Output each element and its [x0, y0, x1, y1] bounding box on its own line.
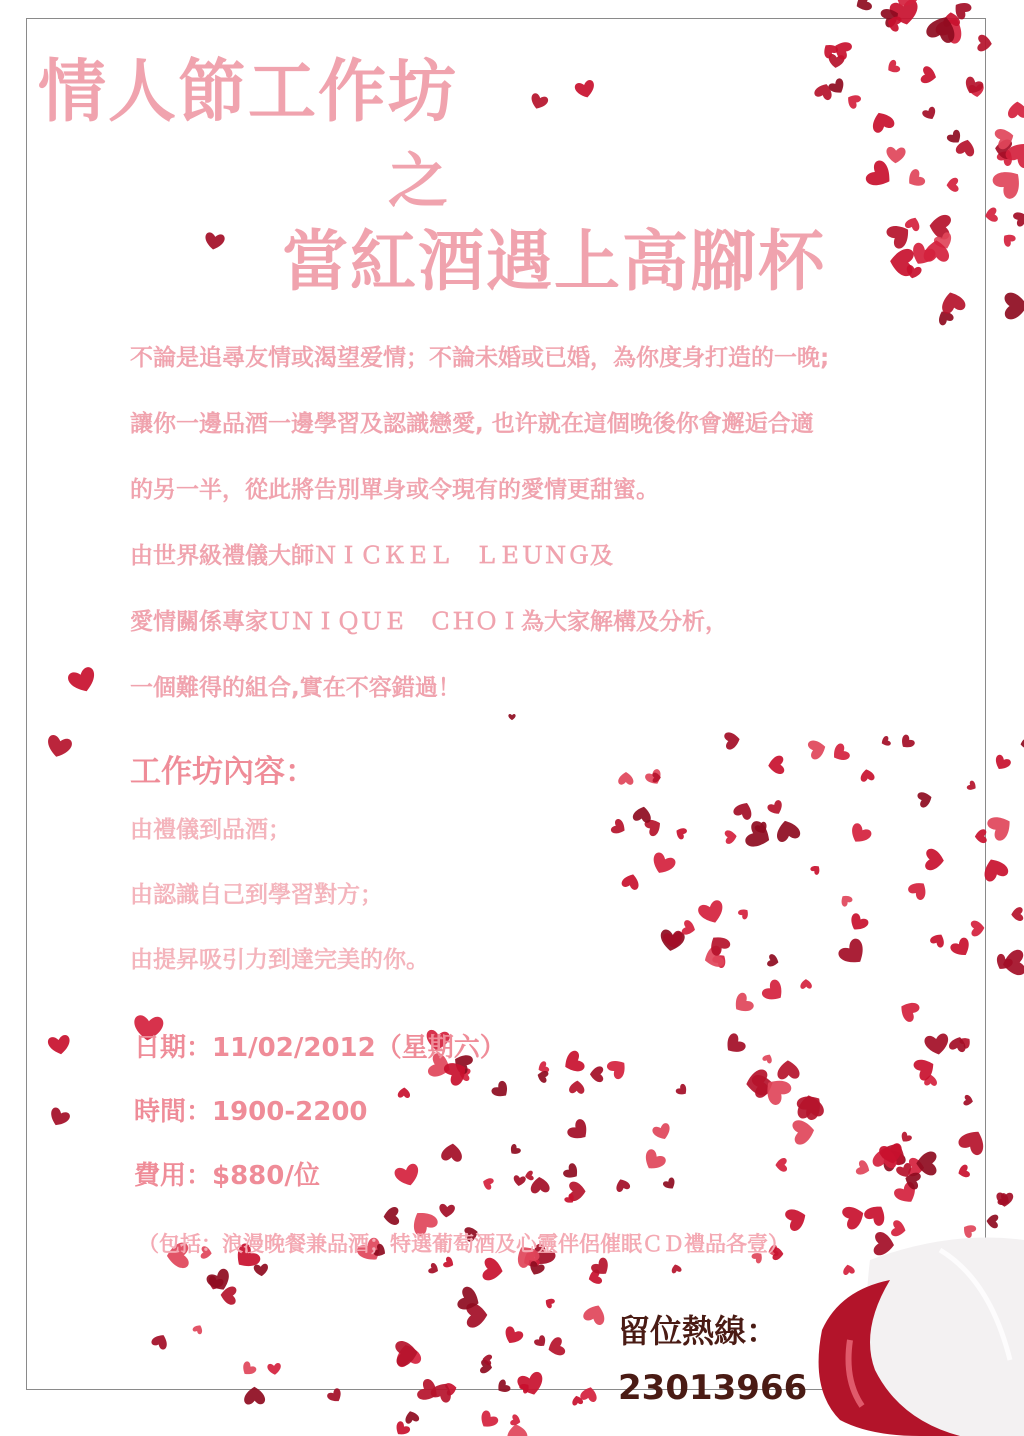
petal: [985, 811, 1015, 843]
list-item: 由認識自己到學習對方；: [130, 882, 383, 908]
intro-line: 由世界級禮儀大師ＮＩＣＫＥＬ ＬＥＵＮＧ及: [130, 543, 613, 569]
petal: [977, 34, 992, 52]
intro-line: 愛情關係專家ＵＮＩＱＵＥ ＣＨＯＩ為大家解構及分析，: [130, 609, 728, 635]
petal: [1000, 231, 1017, 248]
petal: [506, 1423, 528, 1436]
petal: [800, 979, 812, 989]
petal: [649, 851, 677, 877]
title-line-3: 當紅酒遇上高腳杯: [282, 223, 826, 300]
petal: [47, 1106, 71, 1129]
petal: [855, 1159, 872, 1177]
intro-line: 一個難得的組合,實在不容錯過！: [130, 675, 461, 701]
petal: [963, 1094, 974, 1106]
petal: [975, 829, 987, 843]
petal: [760, 978, 788, 1006]
petal: [66, 666, 99, 696]
petal: [566, 1117, 593, 1144]
petal: [920, 65, 938, 85]
petal: [766, 799, 785, 817]
petal: [203, 232, 225, 251]
event-time: 時間：1900-2200: [134, 1097, 368, 1127]
petal: [670, 1263, 682, 1274]
petal: [632, 805, 653, 823]
petal: [744, 819, 775, 852]
petal: [924, 1033, 951, 1057]
petal: [853, 0, 873, 14]
petal: [1020, 738, 1024, 749]
petal: [767, 953, 781, 968]
petal: [662, 1177, 678, 1192]
petal: [428, 1262, 441, 1276]
petal: [501, 1325, 524, 1347]
petal: [150, 1331, 170, 1350]
petal: [1012, 209, 1024, 228]
petal: [984, 207, 998, 223]
petal: [442, 1256, 455, 1270]
petal: [980, 855, 1010, 883]
petal: [775, 1158, 787, 1172]
workshop-heading: 工作坊內容：: [130, 754, 316, 790]
petal: [326, 1387, 345, 1405]
petal: [838, 892, 853, 907]
petal: [929, 931, 947, 949]
petal: [1011, 907, 1024, 922]
petal: [403, 1409, 420, 1424]
petal: [807, 737, 828, 760]
petal: [847, 822, 873, 847]
hotline-number[interactable]: 23013966: [618, 1368, 808, 1408]
petal: [898, 733, 916, 751]
petal: [675, 1083, 690, 1098]
petal: [925, 848, 945, 871]
petal: [621, 872, 642, 891]
petal: [886, 147, 906, 164]
petal: [730, 991, 755, 1017]
fee-inclusion-note: （包括：浪漫晚餐兼品酒；特選葡萄酒及心靈伴侶催眠ＣＤ禮品各壹）: [138, 1232, 789, 1256]
petal: [543, 1296, 555, 1309]
petal: [939, 289, 967, 314]
petal: [722, 1032, 748, 1058]
petal: [651, 1122, 673, 1142]
event-details: [134, 1026, 506, 1218]
petal: [605, 1055, 630, 1080]
petal: [921, 106, 938, 122]
petal: [971, 920, 985, 937]
petal: [737, 906, 751, 920]
hotline-label: 留位熱線：: [618, 1312, 779, 1350]
petal: [885, 59, 901, 76]
event-fee: 費用：$880/位: [134, 1161, 320, 1191]
petal: [516, 1371, 546, 1398]
petal: [844, 91, 862, 110]
petal: [732, 799, 755, 821]
petal: [528, 92, 549, 111]
petal: [574, 79, 597, 100]
petal: [810, 863, 823, 876]
intro-line: 的另一半，從此將告別單身或令現有的愛情更甜蜜。: [130, 477, 659, 503]
petal: [904, 168, 926, 191]
petal: [482, 1257, 505, 1282]
petal: [582, 1302, 609, 1327]
petal: [494, 1378, 511, 1395]
petal: [476, 1409, 499, 1432]
intro-line: 不論是追尋友情或渴望爱情；不論未婚或已婚，為你度身打造的一晚;: [130, 345, 830, 371]
petal: [560, 1049, 586, 1076]
petal: [524, 1170, 534, 1181]
petal: [533, 1334, 549, 1349]
petal: [880, 735, 892, 748]
petal: [47, 1034, 72, 1056]
petal: [917, 790, 934, 809]
petal: [192, 1323, 205, 1335]
petal: [896, 998, 921, 1024]
petal: [868, 109, 895, 134]
petal: [949, 936, 974, 960]
petal: [864, 158, 897, 192]
petal: [267, 1363, 282, 1376]
workshop-contents-list: [130, 808, 429, 1003]
list-item: 由禮儀到品酒；: [130, 817, 291, 843]
petal: [674, 825, 688, 840]
petal: [614, 1177, 631, 1193]
petal: [724, 731, 741, 751]
petal: [45, 734, 74, 760]
petal: [777, 1060, 800, 1080]
petal: [724, 829, 737, 844]
petal: [762, 1052, 774, 1064]
petal: [508, 1143, 522, 1157]
petal: [767, 755, 784, 775]
petal: [253, 1263, 268, 1276]
petal: [1001, 949, 1024, 977]
petal: [792, 1118, 816, 1145]
petal: [990, 164, 1024, 202]
petal: [1004, 292, 1024, 319]
petal: [956, 1164, 970, 1179]
petal: [569, 1080, 585, 1094]
petal: [820, 41, 839, 60]
petal: [590, 1066, 603, 1082]
wine-glass-image: [800, 1220, 1024, 1436]
petal: [774, 818, 802, 843]
petal: [244, 1387, 265, 1405]
petal: [966, 780, 978, 793]
petal: [610, 818, 628, 837]
list-item: 由提昇吸引力到達完美的你。: [130, 947, 429, 973]
petal: [899, 1131, 913, 1145]
petal: [859, 768, 875, 782]
petal: [618, 772, 633, 785]
petal: [513, 1175, 527, 1187]
petal: [992, 754, 1012, 773]
petal: [546, 1336, 566, 1358]
petal: [847, 912, 870, 935]
petal: [829, 742, 851, 765]
title-line-1: 情人節工作坊: [38, 53, 459, 132]
petal: [697, 899, 727, 927]
title-line-2: 之: [388, 147, 450, 217]
petal: [239, 1360, 257, 1378]
petal: [907, 878, 931, 902]
intro-line: 讓你一邊品酒一邊學習及認識戀愛, 也许就在這個晚後你會邂逅合適: [130, 411, 814, 437]
petal: [1008, 101, 1024, 118]
petal: [957, 1125, 990, 1157]
petal: [562, 1162, 582, 1182]
petal: [640, 1148, 667, 1175]
intro-paragraph: [130, 336, 950, 732]
petal: [836, 936, 870, 969]
petal: [946, 178, 959, 193]
event-date: 日期：11/02/2012（星期六）: [134, 1033, 506, 1063]
